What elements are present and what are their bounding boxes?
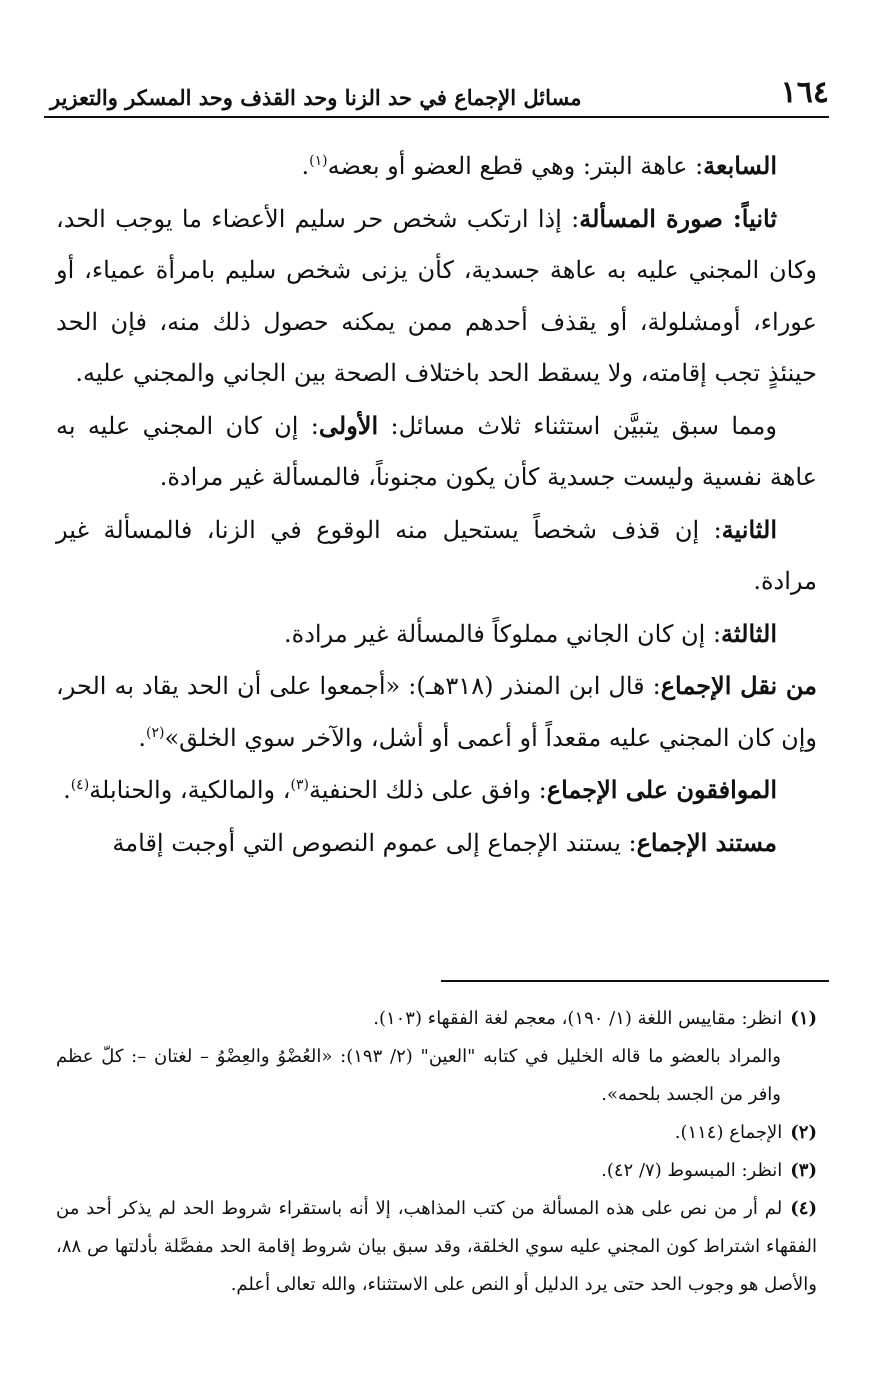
footnote-2-text: الإجماع (١١٤).: [674, 1122, 783, 1143]
footnote-ref-1: (١): [309, 153, 328, 169]
footnote-ref-3: (٣): [290, 777, 309, 793]
footnote-4: [56, 1190, 817, 1304]
paragraph-5-lead: الثالثة: [721, 618, 777, 648]
paragraph-6-lead: من نقل الإجماع: [660, 671, 818, 700]
footnote-4-text: لم أر من نص على هذه المسألة من كتب المذاهب، إلا أنه باستقراء شروط الحد لم يذكر أحد من الفقهاء اشتراط كون المجني عليه سوي الخلقة، وقد سبق بيان شروط إقامة الحد مفصَّلة بأدلتها ص ٨٨، والأصل هو وجوب الحد حتى يرد الدليل أو النص على الاستثناء، والله تعالى أعلم.: [56, 1198, 817, 1295]
paragraph-7-lead: الموافقون على الإجماع: [546, 775, 777, 804]
paragraph-7-end: .: [63, 776, 71, 804]
running-title: مسائل الإجماع في حد الزنا وحد القذف وحد المسكر والتعزير: [50, 85, 582, 110]
paragraph-6-text: : قال ابن المنذر (٣١٨هـ): «أجمعوا على أن الحد يقاد به الحر، وإن كان المجني عليه مقعداً أو أعمى أو أشل، والآخر سوي الخلق»: [56, 672, 817, 752]
paragraph-8-text: : يستند الإجماع إلى عموم النصوص التي أوجبت إقامة: [112, 828, 637, 857]
paragraph-2: [56, 193, 817, 400]
paragraph-7-text-1: : وافق على ذلك الحنفية: [308, 776, 547, 804]
page-number: ١٦٤: [780, 75, 829, 110]
paragraph-3-after: : إن كان المجني عليه به عاهة نفسية وليست جسدية كأن يكون مجنوناً، فالمسألة غير مرادة.: [56, 411, 817, 491]
page-header: [50, 68, 829, 108]
paragraph-5-text: : إن كان الجاني مملوكاً فالمسألة غير مرادة.: [284, 619, 722, 648]
footnote-ref-2: (٢): [146, 724, 165, 741]
paragraph-1-end: .: [301, 152, 310, 180]
paragraph-2-text: : إذا ارتكب شخص حر سليم الأعضاء ما يوجب الحد، وكان المجني عليه به عاهة جسدية، كأن يزنى شخص سليم بامرأة عمياء، أو عوراء، أومشلولة، أو يقذف أحدهم ممن يمكنه حصول ذلك منه، فإن الحد حينئذٍ تجب إقامته، ولا يسقط الحد باختلاف الصحة بين الجاني والمجني عليه.: [56, 204, 817, 387]
header-rule: [44, 116, 829, 118]
main-text: [56, 140, 817, 869]
paragraph-3: [56, 400, 817, 504]
paragraph-7-text-2: ، والمالكية، والحنابلة: [89, 776, 291, 804]
paragraph-4: [56, 504, 817, 608]
paragraph-7: [56, 764, 817, 817]
paragraph-2-lead: ثانياً: صورة المسألة: [579, 203, 777, 233]
paragraph-8-lead: مستند الإجماع: [636, 827, 777, 857]
footnote-3-number: (٣): [790, 1160, 817, 1181]
paragraph-1-text: : عاهة البتر: وهي قطع العضو أو بعضه: [327, 152, 704, 180]
footnote-rule: [441, 980, 829, 982]
footnote-2: [56, 1114, 817, 1152]
paragraph-8: [56, 817, 817, 870]
footnote-1: [56, 1000, 817, 1038]
paragraph-6: [56, 660, 817, 764]
paragraph-1: [56, 140, 817, 193]
paragraph-4-lead: الثانية: [721, 514, 777, 544]
paragraph-4-text: : إن قذف شخصاً يستحيل منه الوقوع في الزنا، فالمسألة غير مرادة.: [56, 515, 817, 595]
paragraph-5: [56, 608, 817, 661]
footnote-3-text: انظر: المبسوط (٧/ ٤٢).: [601, 1160, 783, 1181]
paragraph-3-lead: الأولى: [318, 410, 379, 440]
footnote-1-line-2: والمراد بالعضو ما قاله الخليل في كتابه "العين" (٢/ ١٩٣): «العُضْوُ والعِضْوُ – لغتان –: كلّ عظم وافر من الجسد بلحمه».: [56, 1046, 781, 1105]
paragraph-1-lead: السابعة: [703, 151, 777, 180]
footnote-1-line-1: انظر: مقاييس اللغة (١/ ١٩٠)، معجم لغة الفقهاء (١٠٣).: [373, 1008, 783, 1029]
footnote-ref-4: (٤): [70, 777, 90, 793]
paragraph-3-before: ومما سبق يتبيَّن استثناء ثلاث مسائل:: [378, 411, 777, 440]
footnote-2-number: (٢): [790, 1122, 817, 1143]
footnote-1-number: (١): [790, 1008, 817, 1029]
footnote-1-continuation: [56, 1038, 817, 1114]
footnotes: [56, 1000, 817, 1304]
paragraph-6-end: .: [138, 723, 147, 752]
footnote-3: [56, 1152, 817, 1190]
footnote-4-number: (٤): [790, 1198, 817, 1219]
